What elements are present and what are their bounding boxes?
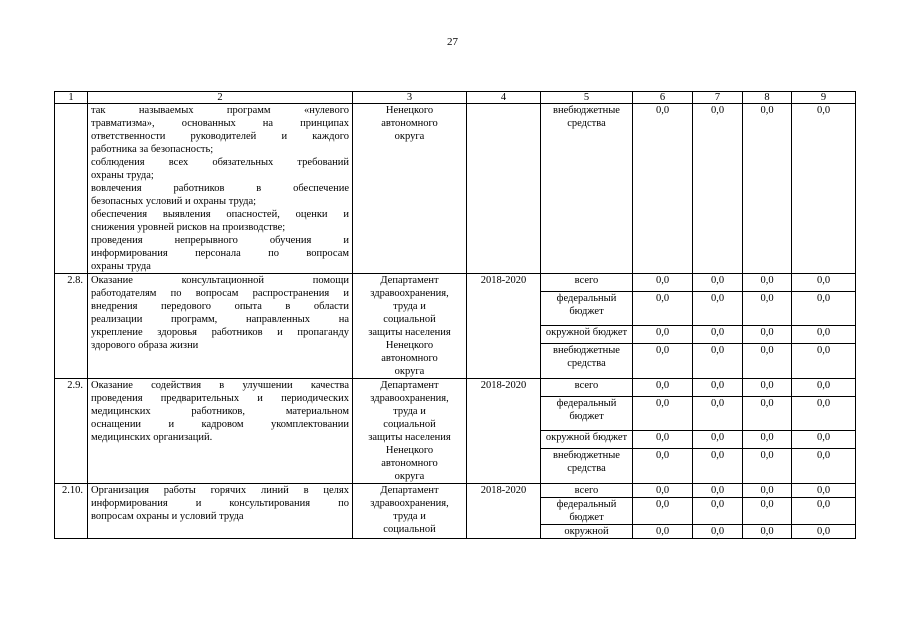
measures-table: [54, 91, 856, 539]
table-row-continuation: [55, 104, 856, 274]
funding-value-9: 0,0: [792, 379, 856, 397]
funding-value-7: 0,0: [693, 431, 743, 449]
header-cell: 8: [743, 92, 792, 104]
description-line: ответственности руководителей и каждого: [91, 131, 349, 142]
department-line: автономного: [381, 353, 438, 364]
funding-value-9: 0,0: [792, 104, 856, 274]
department-line: здравоохранения,: [370, 498, 449, 509]
measure-description: [88, 104, 353, 274]
funding-value-8: 0,0: [743, 344, 792, 379]
description-line: здорового образа жизни: [91, 340, 199, 351]
description-line: медицинских организаций.: [91, 432, 213, 443]
header-cell: 4: [467, 92, 541, 104]
funding-source: внебюджетные средства: [541, 449, 633, 484]
header-cell: 6: [633, 92, 693, 104]
funding-value-9: 0,0: [792, 274, 856, 292]
implementation-period: 2018-2020: [467, 484, 541, 539]
funding-value-6: 0,0: [633, 525, 693, 539]
funding-source: федеральный бюджет: [541, 291, 633, 326]
table-row: [55, 274, 856, 292]
table-row: [55, 484, 856, 498]
item-number: [55, 104, 88, 274]
funding-value-7: 0,0: [693, 274, 743, 292]
funding-value-8: 0,0: [743, 396, 792, 431]
description-line: охраны труда: [91, 261, 151, 272]
page-number: 27: [447, 36, 458, 48]
funding-value-8: 0,0: [743, 326, 792, 344]
department-line: социальной: [383, 419, 436, 430]
funding-value-9: 0,0: [792, 449, 856, 484]
header-cell: 9: [792, 92, 856, 104]
funding-value-8: 0,0: [743, 274, 792, 292]
funding-value-7: 0,0: [693, 396, 743, 431]
funding-value-8: 0,0: [743, 449, 792, 484]
table-row: [55, 379, 856, 397]
funding-value-9: 0,0: [792, 344, 856, 379]
funding-value-6: 0,0: [633, 396, 693, 431]
description-line: охраны труда;: [91, 170, 154, 181]
description-line: оснащении и кадровом укомплектовании: [91, 419, 349, 430]
department-line: защиты населения: [368, 327, 451, 338]
description-line: травматизма», основанных на принципах: [91, 118, 349, 129]
responsible-department: [353, 274, 467, 379]
department-line: округа: [394, 471, 425, 482]
header-cell: 1: [55, 92, 88, 104]
department-line: труда и: [393, 511, 426, 522]
funding-value-7: 0,0: [693, 326, 743, 344]
description-line: соблюдения всех обязательных требований: [91, 157, 349, 168]
department-line: Департамент: [380, 275, 439, 286]
funding-value-6: 0,0: [633, 449, 693, 484]
description-line: Оказание консультационной помощи: [91, 275, 349, 286]
funding-value-7: 0,0: [693, 498, 743, 525]
description-line: внедрения передового опыта в области: [91, 301, 349, 312]
description-line: Организация работы горячих линий в целях: [91, 485, 349, 496]
measure-description: [88, 274, 353, 379]
header-cell: 2: [88, 92, 353, 104]
funding-value-7: 0,0: [693, 104, 743, 274]
description-line: снижения уровней рисков на производстве;: [91, 222, 286, 233]
department-line: социальной: [383, 524, 436, 535]
header-cell: 5: [541, 92, 633, 104]
responsible-department: [353, 104, 467, 274]
funding-value-6: 0,0: [633, 431, 693, 449]
item-number: 2.10.: [55, 484, 88, 539]
responsible-department: [353, 484, 467, 539]
funding-value-8: 0,0: [743, 525, 792, 539]
department-line: защиты населения: [368, 432, 451, 443]
item-number: 2.8.: [55, 274, 88, 379]
column-number-header-row: [55, 92, 856, 104]
funding-value-8: 0,0: [743, 484, 792, 498]
department-line: Ненецкого: [385, 445, 434, 456]
department-line: здравоохранения,: [370, 288, 449, 299]
funding-value-7: 0,0: [693, 525, 743, 539]
funding-value-7: 0,0: [693, 344, 743, 379]
department-line: округа: [394, 366, 425, 377]
description-line: Оказание содействия в улучшении качества: [91, 380, 349, 391]
department-line: округа: [394, 131, 425, 142]
implementation-period: [467, 104, 541, 274]
description-line: вопросам охраны и условий труда: [91, 511, 244, 522]
funding-value-8: 0,0: [743, 379, 792, 397]
funding-source: окружной: [541, 525, 633, 539]
funding-value-9: 0,0: [792, 431, 856, 449]
funding-value-8: 0,0: [743, 498, 792, 525]
department-line: Ненецкого: [385, 105, 434, 116]
department-line: автономного: [381, 118, 438, 129]
funding-value-6: 0,0: [633, 104, 693, 274]
funding-value-7: 0,0: [693, 484, 743, 498]
responsible-department: [353, 379, 467, 484]
funding-source: всего: [541, 379, 633, 397]
funding-value-6: 0,0: [633, 326, 693, 344]
implementation-period: 2018-2020: [467, 379, 541, 484]
department-line: здравоохранения,: [370, 393, 449, 404]
description-line: обеспечения выявления опасностей, оценки и: [91, 209, 349, 220]
description-line: информирования и консультирования по: [91, 498, 349, 509]
description-line: так называемых программ «нулевого: [91, 105, 349, 116]
funding-value-6: 0,0: [633, 291, 693, 326]
funding-source: всего: [541, 274, 633, 292]
funding-value-7: 0,0: [693, 291, 743, 326]
funding-value-9: 0,0: [792, 326, 856, 344]
department-line: Департамент: [380, 485, 439, 496]
funding-value-8: 0,0: [743, 104, 792, 274]
funding-value-9: 0,0: [792, 484, 856, 498]
funding-value-8: 0,0: [743, 431, 792, 449]
description-line: проведения непрерывного обучения и: [91, 235, 349, 246]
department-line: труда и: [393, 301, 426, 312]
measure-description: [88, 484, 353, 539]
department-line: социальной: [383, 314, 436, 325]
description-line: реализации программ, направленных на: [91, 314, 349, 325]
department-line: автономного: [381, 458, 438, 469]
description-line: работника за безопасность;: [91, 144, 214, 155]
measure-description: [88, 379, 353, 484]
description-line: безопасных условий и охраны труда;: [91, 196, 257, 207]
funding-value-6: 0,0: [633, 344, 693, 379]
funding-value-8: 0,0: [743, 291, 792, 326]
header-cell: 7: [693, 92, 743, 104]
funding-source: окружной бюджет: [541, 326, 633, 344]
implementation-period: 2018-2020: [467, 274, 541, 379]
description-line: медицинских работников, материальном: [91, 406, 349, 417]
funding-value-9: 0,0: [792, 291, 856, 326]
description-line: проведения предварительных и периодических: [91, 393, 349, 404]
item-number: 2.9.: [55, 379, 88, 484]
description-line: работодателям по вопросам распространения и: [91, 288, 349, 299]
funding-value-7: 0,0: [693, 379, 743, 397]
funding-value-6: 0,0: [633, 498, 693, 525]
description-line: вовлечения работников в обеспечение: [91, 183, 349, 194]
funding-source: окружной бюджет: [541, 431, 633, 449]
header-cell: 3: [353, 92, 467, 104]
funding-value-6: 0,0: [633, 274, 693, 292]
description-line: укрепление здоровья работников и пропаганду: [91, 327, 349, 338]
funding-source: внебюджетные средства: [541, 344, 633, 379]
funding-value-9: 0,0: [792, 525, 856, 539]
department-line: труда и: [393, 406, 426, 417]
funding-value-9: 0,0: [792, 498, 856, 525]
funding-value-6: 0,0: [633, 379, 693, 397]
funding-value-6: 0,0: [633, 484, 693, 498]
funding-source: внебюджетные средства: [541, 104, 633, 274]
funding-value-7: 0,0: [693, 449, 743, 484]
funding-source: всего: [541, 484, 633, 498]
funding-source: федеральный бюджет: [541, 396, 633, 431]
funding-source: федеральный бюджет: [541, 498, 633, 525]
department-line: Ненецкого: [385, 340, 434, 351]
description-line: информирования персонала по вопросам: [91, 248, 349, 259]
department-line: Департамент: [380, 380, 439, 391]
funding-value-9: 0,0: [792, 396, 856, 431]
